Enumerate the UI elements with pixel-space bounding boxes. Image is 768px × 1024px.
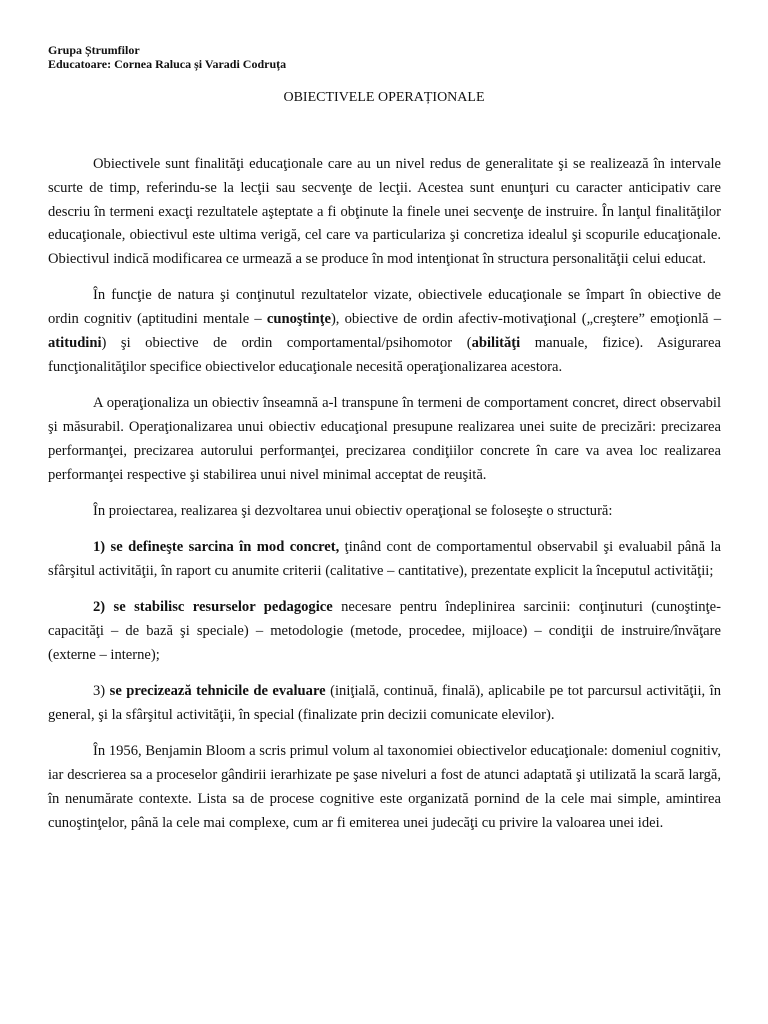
step-3-heading: se precizează tehnicile de evaluare: [109, 683, 326, 700]
step-3-number: 3): [93, 683, 110, 700]
teachers-line: Educatoare: Cornea Raluca și Varadi Codruța: [48, 57, 287, 71]
paragraph-bloom: În 1956, Benjamin Bloom a scris primul volum al taxonomiei obiectivelor educaţionale: domeniul cognitiv, iar descrierea sa a proceselor gândirii ierarhizate pe şase niveluri a fost de atunci adaptată şi utilizată la scară largă, în nenumărate contexte. Lista sa de procese cognitive este organizată pornind de la cele mai simple, amintirea cunoştinţelor, până la cele mai complexe, cum ar fi emiterea unei judecăţi cu privire la valoarea unei idei.: [48, 743, 721, 831]
text-span: În funcţie de natura şi conţinutul rezultatelor vizate, obiectivele educaţionale se împart în obiective de ordin cognitiv (aptitudini mentale –: [48, 287, 721, 328]
step-1-heading: 1) se defineşte sarcina în mod concret,: [93, 539, 340, 556]
document-title: OBIECTIVELE OPERAȚIONALE: [283, 90, 485, 105]
paragraph-definition: Obiectivele sunt finalităţi educaţionale care au un nivel redus de generalitate şi se realizează în intervale scurte de timp, referindu-se la lecţii sau secvenţe de lecţii. Acestea sunt enunţuri cu caracter anticipativ care descriu în termeni exacţi rezultatele aşteptate a fi obţinute la finele unei secvenţe de instruire. În lanţul finalităţilor educaţionale, obiectivul este ultima verigă, cel care va particulariza şi concretiza idealul şi scopurile educaţionale. Obiectivul indică modificarea ce urmează a se produce în mod intenţionat în structura personalităţii celui educat.: [48, 156, 721, 268]
text-span: manuale, fizice). Asigurarea funcţionalităţilor specifice obiectivelor educaţionale necesită operaţionalizarea acestora.: [48, 335, 721, 375]
text-span: (iniţială, continuă, finală), aplicabile pe tot parcursul activităţii, în general, şi la sfârşitul activităţii, în special (finalizate prin decizii comunicate elevilor).: [48, 683, 721, 723]
text-span: ), obiective de ordin afectiv-motivaţional („creştere” emoţionlă –: [330, 311, 721, 328]
text-span: necesare pentru îndeplinirea sarcinii: conţinuturi (cunoştinţe-capacităţi – de bază şi speciale) – metodologie (metode, procedee, mijloace) – condiţii de instruire/învăţare (externe – interne);: [48, 599, 721, 663]
bold-term-attitudes: atitudini: [48, 335, 102, 352]
group-name: Grupa Ștrumfilor: [48, 43, 140, 57]
bold-term-knowledge: cunoştinţe: [266, 311, 331, 328]
bold-term-abilities: abilităţi: [471, 335, 521, 352]
paragraph-categories: [48, 284, 721, 379]
step-2-heading: 2) se stabilisc resurselor pedagogice: [93, 599, 333, 616]
paragraph-operationalize: A operaţionaliza un obiectiv înseamnă a-l transpune în termeni de comportament concret, direct observabil şi măsurabil. Operaţionalizarea unui obiectiv educaţional presupune realizarea unei suite de precizări: precizarea performanţei, precizarea autorului performanţei, precizarea condiţiilor concrete în care va avea loc realizarea performanţei respective şi stabilirea unui nivel minimal acceptat de reuşită.: [48, 395, 721, 483]
text-span: ) şi obiective de ordin comportamental/psihomotor (: [101, 335, 472, 352]
structure-step-2: [48, 596, 721, 667]
document-body: [48, 153, 721, 848]
document-header: [48, 43, 286, 71]
text-span: ţinând cont de comportamentul observabil şi evaluabil până la sfârşitul activităţii, în raport cu anumite criterii (calitative – cantitative), prezentate explicit la începutul activităţii;: [48, 539, 721, 579]
structure-step-3: [48, 680, 721, 728]
paragraph-structure-intro: În proiectarea, realizarea şi dezvoltarea unui obiectiv operaţional se foloseşte o structură:: [93, 502, 613, 519]
structure-step-1: [48, 536, 721, 584]
